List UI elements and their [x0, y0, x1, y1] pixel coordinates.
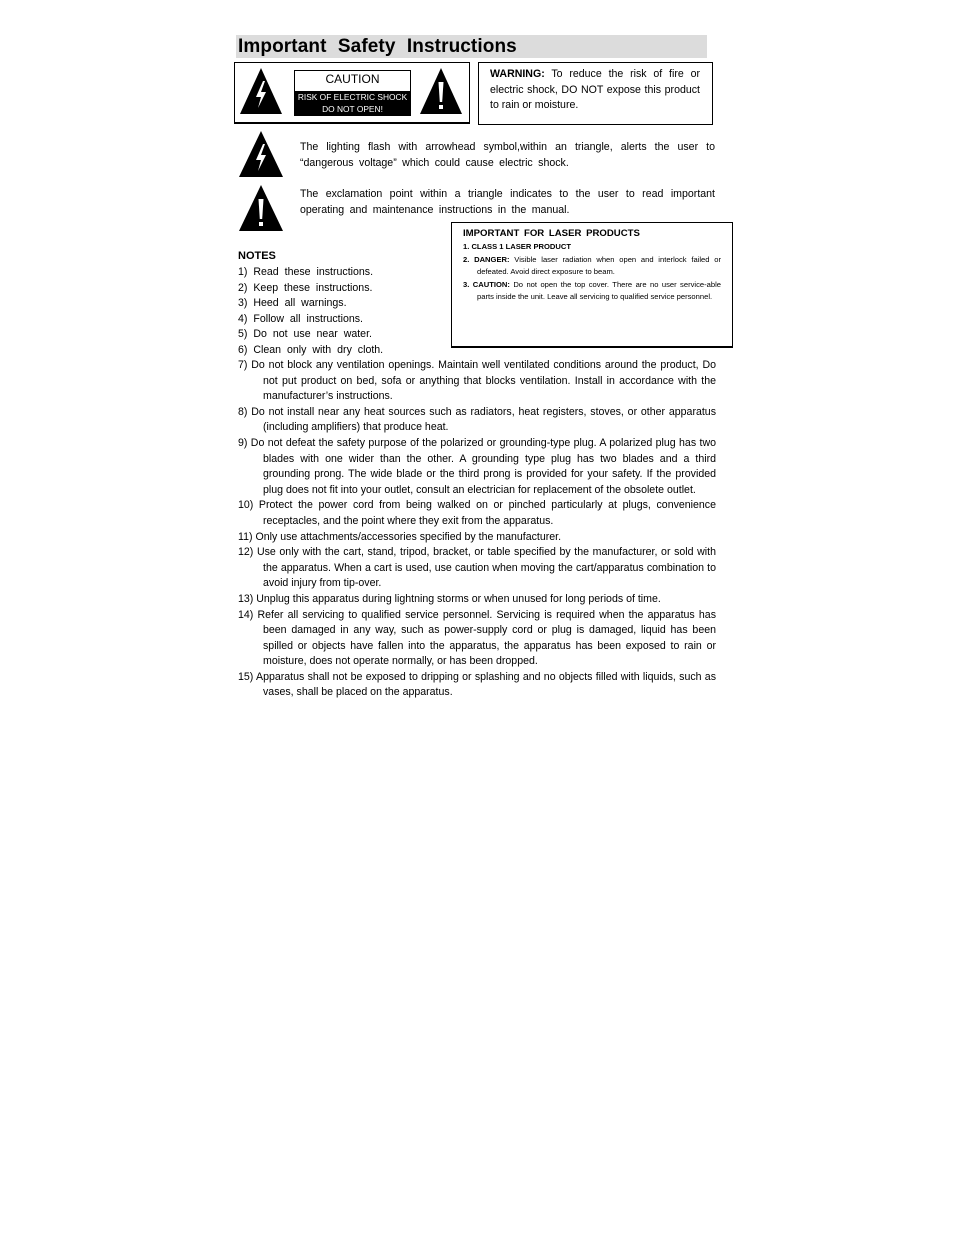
laser-item-1-label: 1. CLASS 1 LASER PRODUCT [463, 242, 572, 251]
exclamation-symbol-description: The exclamation point within a triangle indicates to the user to read important operating and maintenance instructions in the manual. [300, 188, 715, 216]
lightning-symbol-icon [238, 130, 284, 178]
warning-text [490, 67, 700, 114]
lightning-symbol-description: The lighting flash with arrowhead symbol,within an triangle, alerts the user to “dangerous voltage” which could cause electric shock. [300, 141, 715, 169]
note-item: 14) Refer all servicing to qualified service personnel. Servicing is required when the apparatus has been damaged in any way, such as power-supply cord or plug is damaged, liquid has been spilled or objects have fallen into the apparatus, the apparatus has been exposed to rain or moisture, does not operate normally, or has been dropped. [238, 608, 716, 668]
warning-label: WARNING: [490, 68, 545, 80]
exclamation-warning-icon [419, 67, 463, 115]
note-item: 9) Do not defeat the safety purpose of the polarized or grounding-type plug. A polarized plug has two blades with one wider than the other. A grounding type plug has two blades and a third grounding prong. The wide blade or the third prong is provided for your safety. If the provided plug does not fit into your outlet, consult an electrician for replacement of the obsolete outlet. [238, 436, 716, 496]
note-item: 4) Follow all instructions. [238, 312, 363, 325]
laser-item-2-text: Visible laser radiation when open and interlock failed or defeated. Avoid direct exposure to beam. [477, 255, 721, 277]
laser-item-2-label: 2. DANGER: [463, 255, 510, 264]
caution-title: CAUTION [325, 72, 380, 86]
note-item: 11) Only use attachments/accessories specified by the manufacturer. [238, 530, 562, 543]
laser-title: IMPORTANT FOR LASER PRODUCTS [463, 228, 640, 239]
laser-item-1 [463, 241, 721, 253]
lightning-warning-icon [239, 67, 283, 115]
laser-item-3 [463, 279, 721, 304]
note-item: 1) Read these instructions. [238, 266, 374, 278]
notes-long-list [238, 358, 716, 701]
note-item: 6) Clean only with dry cloth. [238, 344, 384, 356]
caution-risk-label [295, 91, 410, 115]
note-item: 15) Apparatus shall not be exposed to dripping or splashing and no objects filled with liquids, such as vases, shall be placed on the apparatus. [238, 670, 716, 699]
laser-item-2 [463, 254, 721, 279]
notes-heading: NOTES [238, 250, 276, 262]
note-item: 2) Keep these instructions. [238, 281, 373, 294]
warning-body: To reduce the risk of fire or electric shock, DO NOT expose this product to rain or moisture. [490, 68, 700, 112]
caution-risk-line1: RISK OF ELECTRIC SHOCK [297, 92, 408, 102]
note-item: 12) Use only with the cart, stand, tripod, bracket, or table specified by the manufacturer, or sold with the apparatus. When a cart is used, use caution when moving the cart/apparatus combination to avoid injury from tip-over. [238, 546, 716, 590]
caution-risk-line2: DO NOT OPEN! [322, 103, 383, 114]
note-item: 10) Protect the power cord from being walked on or pinched particularly at plugs, convenience receptacles, and the point where they exit from the apparatus. [238, 499, 716, 527]
note-item: 7) Do not block any ventilation openings. Maintain well ventilated conditions around the product, Do not put product on bed, sofa or anything that blocks ventilation. Install in accordance with the manufacturer’s instructions. [238, 359, 716, 403]
page-title: Important Safety Instructions [238, 36, 517, 57]
note-item: 5) Do not use near water. [238, 328, 372, 341]
laser-item-3-text: Do not open the top cover. There are no user service-able parts inside the unit. Leave all servicing to qualified service personnel. [477, 280, 721, 302]
laser-item-3-label: 3. CAUTION: [463, 280, 510, 289]
note-item: 13) Unplug this apparatus during lightning storms or when unused for long periods of time. [238, 592, 661, 605]
note-item: 8) Do not install near any heat sources such as radiators, heat registers, stoves, or other apparatus (including amplifiers) that produce heat. [238, 405, 716, 434]
exclamation-symbol-icon [238, 184, 284, 232]
note-item: 3) Heed all warnings. [238, 297, 347, 310]
